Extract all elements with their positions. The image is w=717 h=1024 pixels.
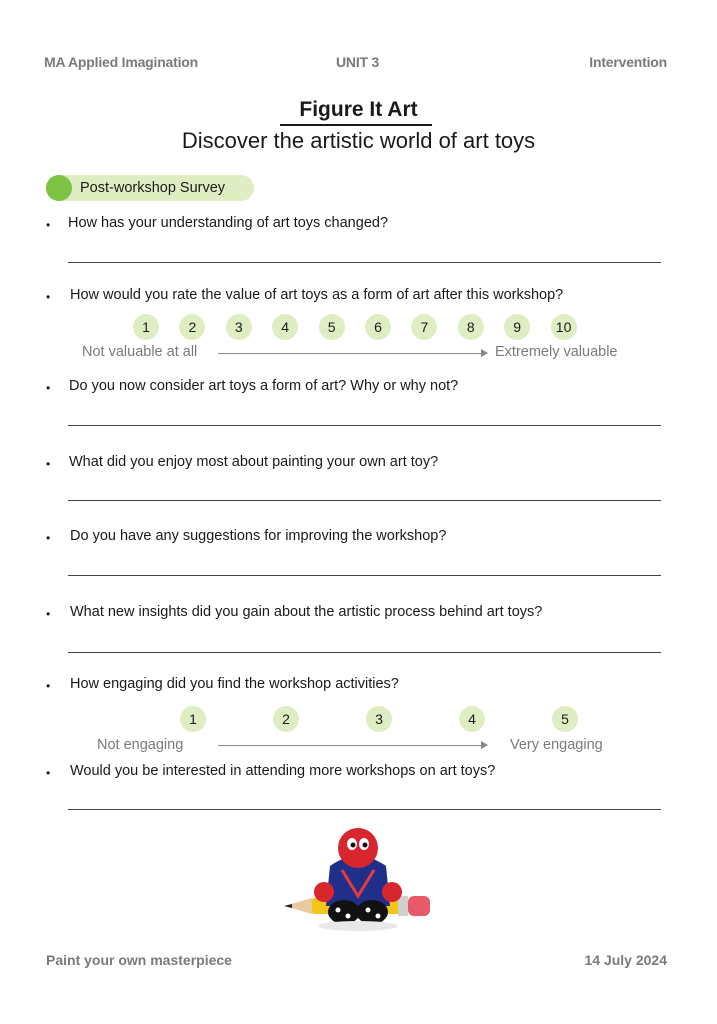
rating-option-5[interactable]: 5 [319, 314, 345, 340]
bullet-icon: • [46, 290, 51, 304]
page-subtitle: Discover the artistic world of art toys [181, 128, 536, 153]
question-1: How has your understanding of art toys changed? [68, 215, 389, 231]
answer-line-1[interactable] [68, 262, 661, 263]
unit-label: UNIT 3 [336, 54, 380, 70]
title-underline [280, 124, 432, 126]
bullet-icon: • [46, 457, 51, 471]
scale5-high-label: Very engaging [510, 737, 603, 753]
pill-dot-icon [46, 175, 72, 201]
answer-line-5[interactable] [68, 575, 661, 576]
scale10-arrow-line [218, 353, 482, 354]
rating-option-1[interactable]: 1 [133, 314, 159, 340]
bullet-icon: • [46, 607, 51, 621]
engagement-option-3[interactable]: 3 [366, 706, 392, 732]
rating-option-8[interactable]: 8 [458, 314, 484, 340]
question-8: Would you be interested in attending more workshops on art toys? [70, 763, 496, 779]
engagement-option-2[interactable]: 2 [273, 706, 299, 732]
section-label: Intervention [589, 54, 667, 70]
question-2: How would you rate the value of art toys as a form of art after this workshop? [70, 287, 564, 303]
question-3: Do you now consider art toys a form of art? Why or why not? [69, 378, 459, 394]
arrow-right-icon [481, 741, 488, 749]
engagement-option-4[interactable]: 4 [459, 706, 485, 732]
scale10-high-label: Extremely valuable [495, 344, 618, 360]
rating-option-9[interactable]: 9 [504, 314, 530, 340]
rating-option-7[interactable]: 7 [411, 314, 437, 340]
question-6: What new insights did you gain about the artistic process behind art toys? [70, 604, 543, 620]
answer-line-4[interactable] [68, 500, 661, 501]
bullet-icon: • [46, 679, 51, 693]
bullet-icon: • [46, 766, 51, 780]
bullet-icon: • [46, 531, 51, 545]
rating-option-10[interactable]: 10 [551, 314, 577, 340]
scale10-low-label: Not valuable at all [82, 344, 198, 360]
engagement-option-1[interactable]: 1 [180, 706, 206, 732]
rating-option-2[interactable]: 2 [179, 314, 205, 340]
question-4: What did you enjoy most about painting your own art toy? [69, 454, 439, 470]
rating-option-3[interactable]: 3 [226, 314, 252, 340]
engagement-option-5[interactable]: 5 [552, 706, 578, 732]
survey-label: Post-workshop Survey [80, 180, 226, 196]
course-name: MA Applied Imagination [44, 54, 199, 70]
footer-tagline: Paint your own masterpiece [46, 952, 232, 968]
art-toy-figure-image [282, 826, 434, 936]
footer-date: 14 July 2024 [584, 952, 667, 968]
scale5-arrow-line [218, 745, 482, 746]
scale5-low-label: Not engaging [97, 737, 184, 753]
rating-option-4[interactable]: 4 [272, 314, 298, 340]
question-7: How engaging did you find the workshop activities? [70, 676, 399, 692]
arrow-right-icon [481, 349, 488, 357]
rating-option-6[interactable]: 6 [365, 314, 391, 340]
bullet-icon: • [46, 218, 51, 232]
bullet-icon: • [46, 381, 51, 395]
page-title: Figure It Art [299, 98, 418, 121]
question-5: Do you have any suggestions for improving the workshop? [70, 528, 447, 544]
answer-line-3[interactable] [68, 425, 661, 426]
answer-line-6[interactable] [68, 652, 661, 653]
answer-line-8[interactable] [68, 809, 661, 810]
